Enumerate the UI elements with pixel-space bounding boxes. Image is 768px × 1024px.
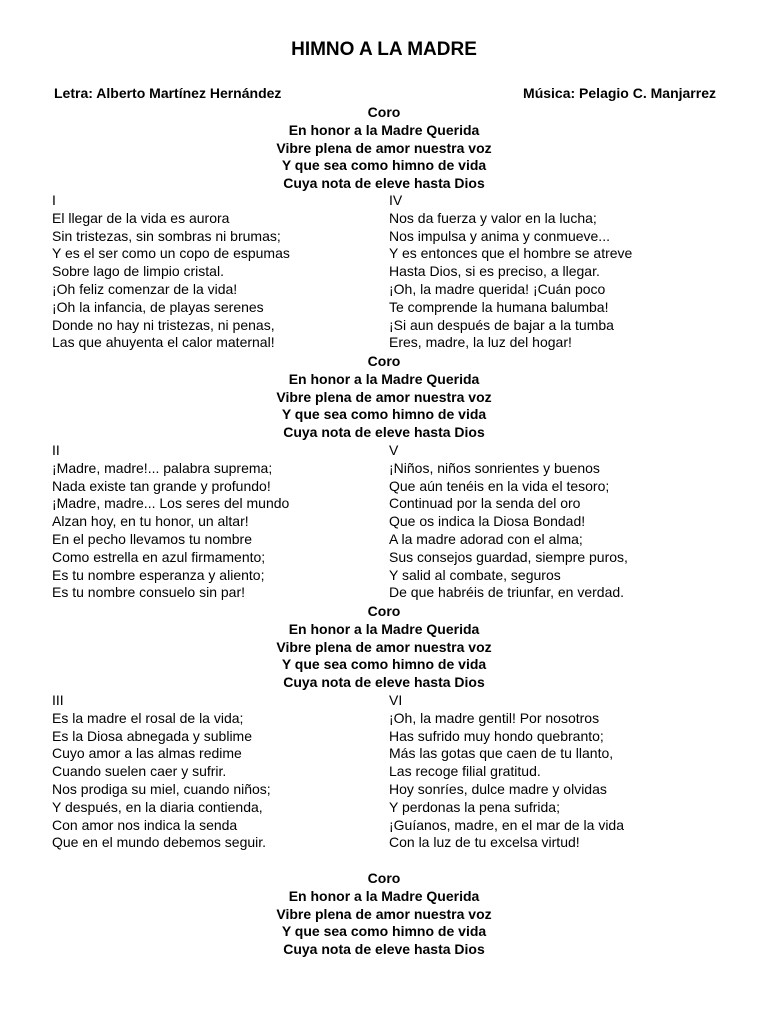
stanza-numeral: I bbox=[52, 192, 56, 208]
chorus-line: En honor a la Madre Querida bbox=[288, 370, 480, 387]
stanza-line: ¡Oh, la madre gentil! Por nosotros bbox=[389, 709, 600, 726]
stanza-line: Y es entonces que el hombre se atreve bbox=[389, 245, 633, 262]
chorus-line: Vibre plena de amor nuestra voz bbox=[276, 388, 492, 405]
stanza-line: Que os indica la Diosa Bondad! bbox=[389, 513, 586, 530]
stanza-line: Nos impulsa y anima y conmueve... bbox=[389, 227, 610, 244]
chorus-line: Vibre plena de amor nuestra voz bbox=[276, 905, 492, 922]
stanza-line: Es tu nombre esperanza y aliento; bbox=[52, 566, 265, 583]
stanza-numeral: IV bbox=[389, 192, 403, 208]
chorus-1 bbox=[0, 104, 768, 193]
page-title: HIMNO A LA MADRE bbox=[291, 39, 477, 60]
stanza-line: ¡Niños, niños sonrientes y buenos bbox=[389, 459, 600, 476]
chorus-line: Y que sea como himno de vida bbox=[281, 157, 487, 174]
stanza-line: Eres, madre, la luz del hogar! bbox=[389, 334, 572, 351]
chorus-heading: Coro bbox=[367, 353, 401, 369]
lyrics-credit: Letra: Alberto Martínez Hernández bbox=[54, 85, 282, 101]
stanza-line: Y es el ser como un copo de espumas bbox=[52, 245, 290, 262]
stanza-line: Y después, en la diaria contienda, bbox=[52, 798, 263, 815]
stanza-line: Y perdonas la pena sufrida; bbox=[389, 798, 560, 815]
stanza-line: Cuyo amor a las almas redime bbox=[52, 745, 242, 762]
chorus-4 bbox=[0, 870, 768, 959]
stanza-line: Más las gotas que caen de tu llanto, bbox=[389, 745, 614, 762]
stanza-vi bbox=[389, 692, 624, 852]
stanza-v bbox=[389, 442, 628, 602]
stanza-line: Hasta Dios, si es preciso, a llegar. bbox=[389, 263, 600, 280]
chorus-2 bbox=[0, 353, 768, 442]
stanza-line: ¡Si aun después de bajar a la tumba bbox=[389, 316, 614, 333]
stanza-line: Con amor nos indica la senda bbox=[52, 816, 238, 833]
stanza-numeral: VI bbox=[389, 692, 403, 708]
stanza-line: Y salid al combate, seguros bbox=[389, 566, 561, 583]
stanza-line: Nos prodiga su miel, cuando niños; bbox=[52, 780, 271, 797]
chorus-line: En honor a la Madre Querida bbox=[288, 121, 480, 138]
chorus-line: Y que sea como himno de vida bbox=[281, 406, 487, 423]
stanza-ii bbox=[52, 442, 289, 602]
stanza-i bbox=[52, 192, 290, 352]
stanza-line: Las que ahuyenta el calor maternal! bbox=[52, 334, 275, 351]
stanza-line: Cuando suelen caer y sufrir. bbox=[52, 763, 227, 780]
stanza-line: El llegar de la vida es aurora bbox=[52, 209, 230, 226]
stanza-line: Que en el mundo debemos seguir. bbox=[52, 834, 267, 851]
chorus-line: Vibre plena de amor nuestra voz bbox=[276, 638, 492, 655]
chorus-line: Cuya nota de eleve hasta Dios bbox=[283, 941, 485, 958]
stanza-line: ¡Guíanos, madre, en el mar de la vida bbox=[389, 816, 625, 833]
chorus-heading: Coro bbox=[367, 603, 401, 619]
stanza-line: ¡Oh la infancia, de playas serenes bbox=[52, 298, 264, 315]
stanza-line: Te comprende la humana balumba! bbox=[389, 298, 609, 315]
stanza-line: Es la Diosa abnegada y sublime bbox=[52, 727, 253, 744]
stanza-line: Hoy sonríes, dulce madre y olvidas bbox=[389, 780, 607, 797]
stanza-line: Donde no hay ni tristezas, ni penas, bbox=[52, 316, 275, 333]
chorus-line: En honor a la Madre Querida bbox=[288, 620, 480, 637]
stanza-line: Alzan hoy, en tu honor, un altar! bbox=[52, 513, 249, 530]
chorus-line: Cuya nota de eleve hasta Dios bbox=[283, 674, 485, 691]
stanza-line: De que habréis de triunfar, en verdad. bbox=[389, 584, 625, 601]
stanza-line: Sin tristezas, sin sombras ni brumas; bbox=[52, 227, 281, 244]
chorus-line: Y que sea como himno de vida bbox=[281, 923, 487, 940]
chorus-3 bbox=[0, 603, 768, 692]
stanza-line: Has sufrido muy hondo quebranto; bbox=[389, 727, 604, 744]
stanza-line: ¡Madre, madre!... palabra suprema; bbox=[52, 459, 273, 476]
chorus-heading: Coro bbox=[367, 870, 401, 886]
chorus-line: Y que sea como himno de vida bbox=[281, 656, 487, 673]
stanza-iii bbox=[52, 692, 271, 852]
chorus-line: Cuya nota de eleve hasta Dios bbox=[283, 424, 485, 441]
stanza-line: Es la madre el rosal de la vida; bbox=[52, 709, 244, 726]
stanza-line: ¡Oh, la madre querida! ¡Cuán poco bbox=[389, 280, 606, 297]
stanza-line: Sus consejos guardad, siempre puros, bbox=[389, 548, 628, 565]
chorus-line: En honor a la Madre Querida bbox=[288, 887, 480, 904]
chorus-heading: Coro bbox=[367, 104, 401, 120]
stanza-numeral: V bbox=[389, 442, 399, 458]
stanza-line: A la madre adorad con el alma; bbox=[389, 530, 583, 547]
stanza-line: Las recoge filial gratitud. bbox=[389, 763, 541, 780]
stanza-line: Sobre lago de limpio cristal. bbox=[52, 263, 224, 280]
chorus-line: Cuya nota de eleve hasta Dios bbox=[283, 175, 485, 192]
stanza-line: Como estrella en azul firmamento; bbox=[52, 548, 266, 565]
stanza-line: Continuad por la senda del oro bbox=[389, 495, 581, 512]
stanza-line: Con la luz de tu excelsa virtud! bbox=[389, 834, 580, 851]
stanza-line: Nada existe tan grande y profundo! bbox=[52, 477, 271, 494]
stanza-numeral: III bbox=[52, 692, 64, 708]
stanza-line: ¡Oh feliz comenzar de la vida! bbox=[52, 280, 238, 297]
stanza-numeral: II bbox=[52, 442, 60, 458]
stanza-line: ¡Madre, madre... Los seres del mundo bbox=[52, 495, 290, 512]
stanza-line: Nos da fuerza y valor en la lucha; bbox=[389, 209, 597, 226]
music-credit: Música: Pelagio C. Manjarrez bbox=[523, 85, 716, 101]
stanza-line: Es tu nombre consuelo sin par! bbox=[52, 584, 245, 601]
stanza-line: En el pecho llevamos tu nombre bbox=[52, 530, 252, 547]
chorus-line: Vibre plena de amor nuestra voz bbox=[276, 139, 492, 156]
stanza-iv bbox=[389, 192, 632, 352]
stanza-line: Que aún tenéis en la vida el tesoro; bbox=[389, 477, 610, 494]
